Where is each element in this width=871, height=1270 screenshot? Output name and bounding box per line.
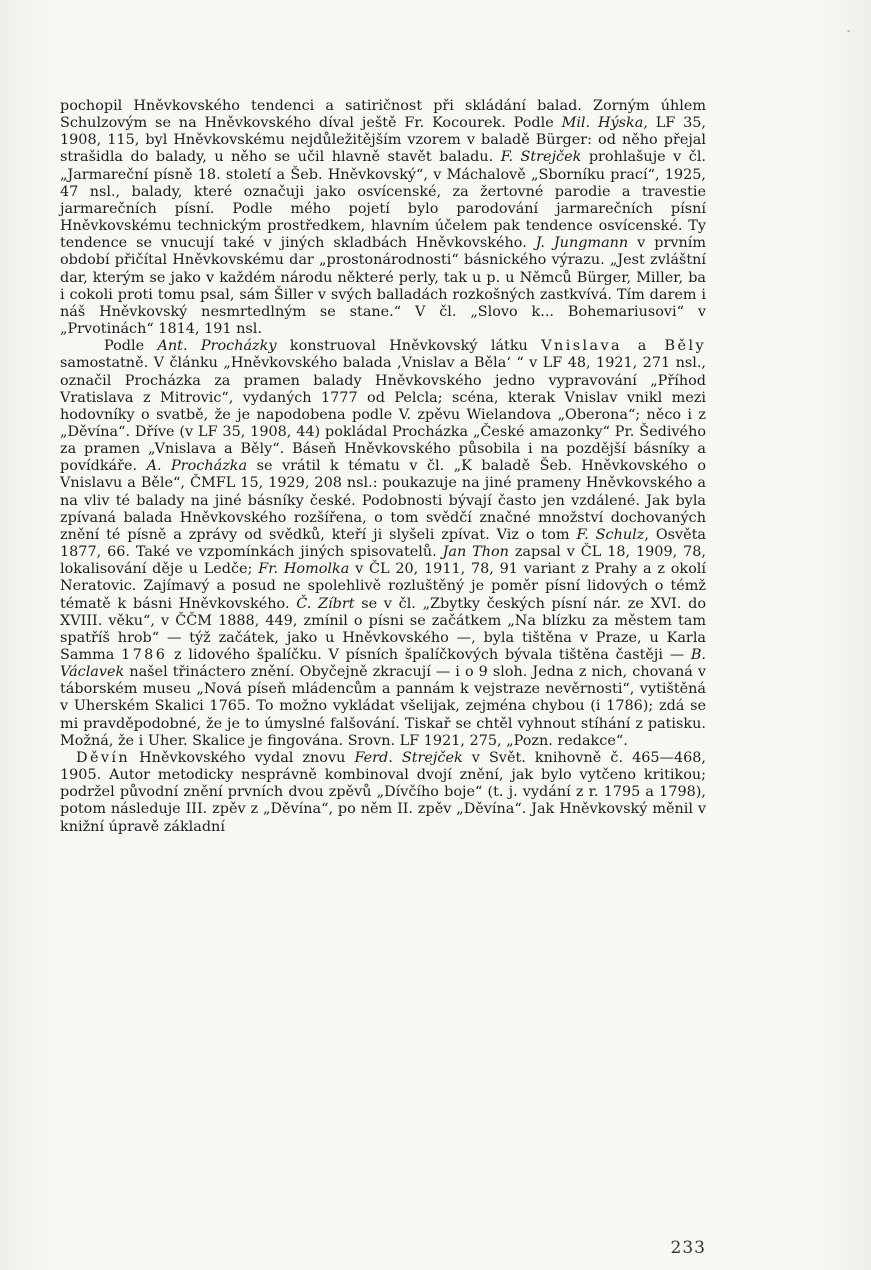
text-run: prohlašuje v čl. „Jarmareční písně 18. století a Šeb. Hněvkovský“, v Máchalově „Sborníku prací“, 1925, 47 nsl., balady, které označuji jako osvícenské, za žertovné parodie a travestie jarmarečních písní. Podle mého pojetí bylo parodování jarmarečních písní Hněvkovskému technickým prostředkem, hlavním účelem pak tendence osvícenské. Ty tendence se vnucují také v jiných skladbách Hněvkovského. [60, 149, 707, 252]
corner-mark: - [847, 26, 851, 37]
text-run: v ČL 20, 1911, 78, 91 variant z Prahy a z okolí Neratovic. Zajímavý a posud ne spolehlivě rozluštěný je poměr písní lidových o témž tématě k básni Hněvkovského. [60, 561, 707, 612]
body-text [60, 98, 706, 836]
text-run: v Svět. knihovně č. 465—468, 1905. Autor metodicky nesprávně kombinoval dvojí znění, jak bylo vytčeno kritikou; podržel původní znění prvních dvou zpěvů „Dívčího boje“ (t. j. vydání z r. 1795 a 1798), potom následuje III. zpěv z „Děvína“, po něm II. zpěv „Děvína“. Jak Hněvkovský měnil v knižní úpravě základní [60, 749, 706, 835]
paragraph [60, 338, 706, 750]
author-name: F. Schulz [576, 526, 645, 543]
page-number: 233 [670, 1238, 706, 1258]
text-run: Hněvkovského vydal znovu [130, 749, 355, 766]
text-run: našel třináctero znění. Obyčejně zkracují — i o 9 sloh. Jedna z nich, chovaná v táborském museu „Nová píseň mládencům a pannám k vejstraze nevěrnosti“, vytištěná v Uherském Skalici 1765. To možno vykládat všelijak, zejména chybou (i 1786); zdá se mi pravděpodobné, že je to úmyslné falšování. Tiskař se chtěl vyhnout stíhání z patisku. Možná, že i Uher. Skalice je fingována. Srovn. LF 1921, 275, „Pozn. redakce“. [60, 664, 706, 749]
text-run: Podle [104, 338, 158, 355]
text-run: , LF 35, 1908, 115, byl Hněvkovskému nejdůležitějším vzorem v baladě Bürger: od něho přejal strašidla do balady, u něho se učil hlavně stavět baladu. [60, 115, 707, 166]
text-run: konstruoval Hněvkovský látku [276, 338, 542, 355]
text-run: v prvním období přičítal Hněvkovskému dar „prostonárodnosti“ básnického výrazu. „Jest zvláštní dar, kterým se jako v každém národu některé perly, tak u p. u Němců Bürger, Miller, ba i cokoli proti tomu psal, sám Šiller v svých balladách rozkošných zastkvívá. Tím darem i náš Hněvkovský nesmrtedlným se stane.“ V čl. „Slovo k... Bohemariusovi“ v „Prvotinách“ 1814, 191 nsl. [60, 235, 706, 338]
author-name: Mil. Hýska [561, 115, 644, 132]
text-run: se v čl. „Zbytky českých písní nár. ze XVI. do XVIII. věku“, v ČČM 1888, 449, zmínil o písni se začátkem „Na blízku za městem tam spatříš hrob“ — týž začátek, jako u Hněvkovského —, byla tištěna v Praze, u Karla Samma [60, 595, 706, 663]
author-name: Ferd. Strejček [354, 749, 463, 766]
author-name: F. Strejček [500, 149, 582, 166]
text-run: pochopil Hněvkovského tendenci a satiričnost při skládání balad. Zorným úhlem Schulzovým se na Hněvkovského díval ještě Fr. Kocourek. Podle [60, 98, 706, 132]
text-run: , Osvěta 1877, 66. Také ve vzpomínkách jiných spisovatelů. [60, 526, 707, 561]
paragraph [60, 98, 706, 338]
author-name: J. Jungmann [535, 235, 629, 252]
spaced-text: Děvín [76, 749, 131, 766]
author-name: Ant. Procházky [157, 338, 277, 355]
spaced-text: 1786 [121, 647, 168, 663]
author-name: Fr. Homolka [258, 561, 350, 578]
author-name: Jan Thon [442, 544, 509, 561]
paragraph [60, 750, 706, 836]
text-run: zapsal v ČL 18, 1909, 78, lokalisování děje u Ledče; [60, 544, 706, 578]
text-run: z lidového špalíčku. V písních špalíčkových bývala tištěna častěji — [167, 647, 691, 663]
text-run: samostatně. V článku „Hněvkovského balada ‚Vnislav a Běla‘ “ v LF 48, 1921, 271 nsl., označil Procházka za pramen balady Hněvkovského jedno vypravování „Příhod Vratislava z Mitrovic“, vydaných 1777 od Pelcla; scéna, kterak Vnislav vnikl mezi hodovníky o svatbě, že je napodobena podle V. zpěvu Wielandova „Oberona“; něco i z „Děvína“. Dříve (v LF 35, 1908, 44) pokládal Procházka „České amazonky“ Pr. Šedivého za pramen „Vnislava a Běly“. Báseň Hněvkovského působila i na pozdější básníky a povídkáře. [60, 355, 706, 475]
author-name: B. Václavek [60, 647, 706, 681]
author-name: Č. Zíbrt [296, 595, 355, 612]
author-name: A. Procházka [146, 458, 248, 475]
spaced-text: Vnislava a Běly [541, 338, 706, 355]
text-run: se vrátil k tématu v čl. „K baladě Šeb. Hněvkovského o Vnislavu a Běle“, ČMFL 15, 1929, 208 nsl.: poukazuje na jiné prameny Hněvkovského a na vliv té balady na jiné básníky české. Podobnosti bývají často jen vzdálené. Jak byla zpívaná balada Hněvkovského rozšířena, o tom svědčí značné množství dochovaných znění té písně a zprávy od svědků, kteří ji slyšeli zpívat. Viz o tom [60, 458, 706, 543]
